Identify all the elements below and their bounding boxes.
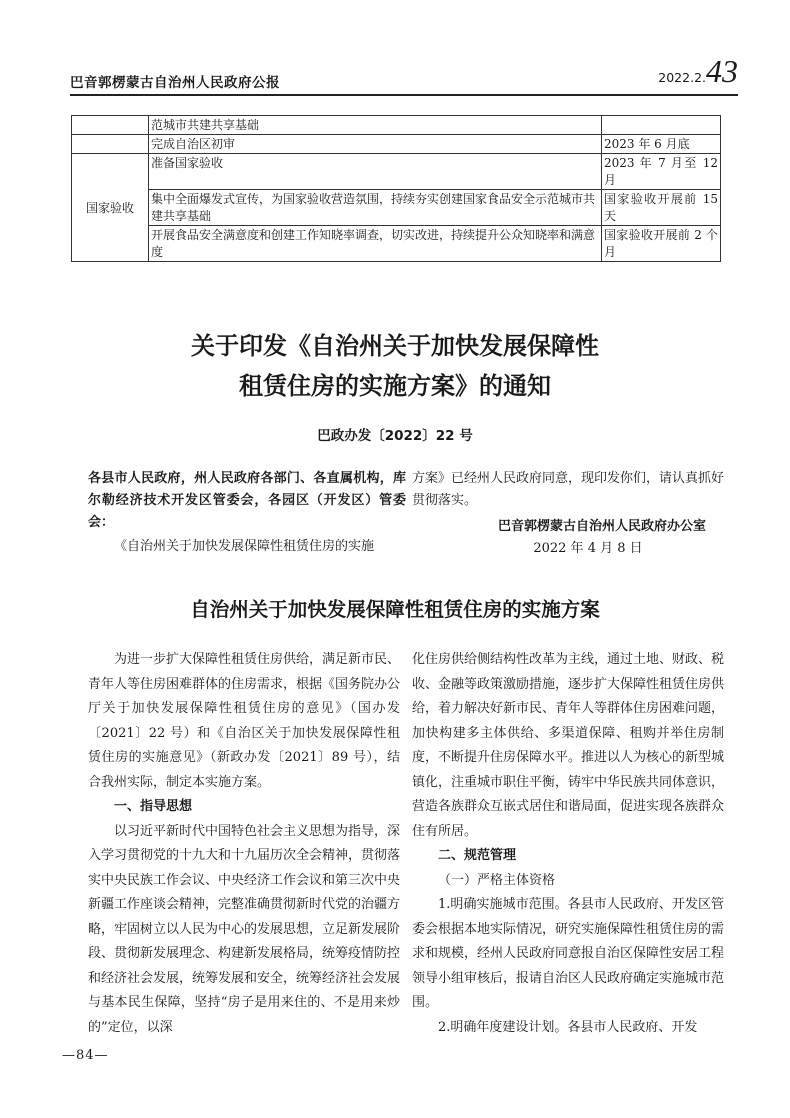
table-row bbox=[72, 226, 721, 262]
table-cell-time: 国家验收开展前 2 个月 bbox=[602, 226, 721, 262]
table-cell-stage: 国家验收 bbox=[72, 154, 149, 262]
table-row bbox=[72, 135, 721, 154]
notice-right-column bbox=[412, 468, 724, 560]
notice-body-end: 方案》已经州人民政府同意，现印发你们，请认真抓好贯彻落实。 bbox=[412, 471, 725, 508]
plan-right-column bbox=[412, 648, 724, 1040]
section-heading-guiding: 一、指导思想 bbox=[114, 799, 193, 814]
table-cell-time: 2023 年 6 月底 bbox=[602, 135, 721, 154]
plan-title: 自治州关于加快发展保障性租赁住房的实施方案 bbox=[190, 598, 600, 621]
notice-title-line-1: 关于印发《自治州关于加快发展保障性 bbox=[191, 332, 599, 360]
footer-page-number: —84— bbox=[62, 1048, 109, 1063]
notice-addressee: 各县市人民政府，州人民政府各部门、各直属机构，库尔勒经济技术开发区管委会，各园区（开发区）管委会： bbox=[88, 471, 406, 530]
table-cell-task: 集中全面爆发式宣传，为国家验收营造氛围，持续夯实创建国家食品安全示范城市共建共享基础 bbox=[149, 190, 602, 226]
table-row bbox=[72, 190, 721, 226]
header-page-number: 43 bbox=[706, 53, 738, 89]
notice-title bbox=[0, 326, 790, 406]
header-divider bbox=[70, 94, 738, 96]
table-cell-time bbox=[602, 116, 721, 135]
page-header bbox=[70, 53, 738, 94]
table-cell-time: 2023 年 7 月至 12 月 bbox=[602, 154, 721, 190]
schedule-table bbox=[71, 115, 721, 262]
table-cell-stage-empty bbox=[72, 116, 149, 135]
notice-left-column bbox=[88, 468, 406, 558]
guiding-paragraph: 以习近平新时代中国特色社会主义思想为指导，深入学习贯彻党的十九大和十九届历次全会精神，贯彻落实中央民族工作会议、中央经济工作会议和第三次中央新疆工作座谈会精神，完整准确贯彻新时代党的治疆方略，牢固树立以人民为中心的发展思想，立足新发展阶段、贯彻新发展理念、构建新发展格局，统筹疫情防控和经济社会发展，统筹发展和安全，统筹经济社会发展与基本民生保障，坚持“房子是用来住的、不是用来炒的”定位，以深 bbox=[88, 823, 401, 1035]
table-cell-task: 开展食品安全满意度和创建工作知晓率调查，切实改进，持续提升公众知晓率和满意度 bbox=[149, 226, 602, 262]
item-city-scope: 1.明确实施城市范围。各县市人民政府、开发区管委会根据本地实际情况，研究实施保障性租赁住房的需求和规模，经州人民政府同意报自治区保障性安居工程领导小组审核后，报请自治区人民政府确定实施城市范围。 bbox=[412, 897, 725, 1010]
document-number: 巴政办发〔2022〕22 号 bbox=[317, 428, 473, 444]
publication-title: 巴音郭楞蒙古自治州人民政府公报 bbox=[70, 75, 280, 91]
issue-info bbox=[658, 53, 738, 89]
guiding-paragraph-continued: 化住房供给侧结构性改革为主线，通过土地、财政、税收、金融等政策激励措施，逐步扩大保障性租赁住房供给，着力解决好新市民、青年人等群体住房困难问题，加快构建多主体供给、多渠道保障、租购并举住房制度，不断提升住房保障水平。推进以人为核心的新型城镇化，注重城市职住平衡，铸牢中华民族共同体意识，营造各族群众互嵌式居住和谐局面，促进实现各族群众住有所居。 bbox=[412, 652, 725, 839]
notice-title-line-2: 租赁住房的实施方案》的通知 bbox=[239, 372, 551, 400]
subheading-qualification: （一）严格主体资格 bbox=[438, 872, 556, 888]
plan-intro-paragraph: 为进一步扩大保障性租赁住房供给，满足新市民、青年人等住房困难群体的住房需求，根据《国务院办公厅关于加快发展保障性租赁住房的意见》（国办发〔2021〕22 号）和《自治区关于加快发展保障性租赁住房的实施意见》（新政办发〔2021〕89 号），结合我州实际，制定本实施方案。 bbox=[88, 652, 401, 790]
plan-left-column bbox=[88, 648, 400, 1040]
table-row bbox=[72, 154, 721, 190]
issue-date-line: 2022 年 4 月 8 日 bbox=[533, 541, 643, 556]
notice-body-start: 《自治州关于加快发展保障性租赁住房的实施 bbox=[114, 539, 375, 554]
table-cell-stage-empty bbox=[72, 135, 149, 154]
issuing-office: 巴音郭楞蒙古自治州人民政府办公室 bbox=[497, 519, 706, 534]
issue-date: 2022.2. bbox=[658, 70, 706, 85]
table-cell-task: 准备国家验收 bbox=[149, 154, 602, 190]
table-cell-task: 完成自治区初审 bbox=[149, 135, 602, 154]
table-row bbox=[72, 116, 721, 135]
section-heading-management: 二、规范管理 bbox=[438, 848, 517, 863]
table-cell-time: 国家验收开展前 15 天 bbox=[602, 190, 721, 226]
table-cell-task: 范城市共建共享基础 bbox=[149, 116, 602, 135]
item-annual-plan: 2.明确年度建设计划。各县市人民政府、开发 bbox=[438, 1019, 698, 1035]
